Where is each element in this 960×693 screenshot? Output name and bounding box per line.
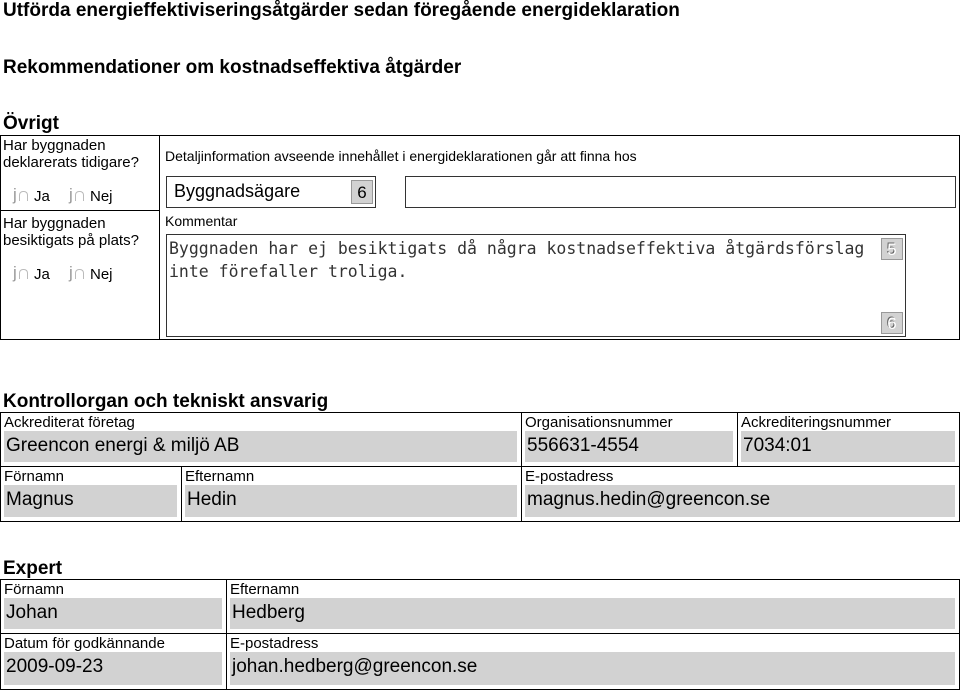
orgnr-value: 556631-4554 [525, 431, 734, 463]
date-label: Datum för godkännande [4, 635, 165, 652]
firstname-value: Magnus [4, 485, 178, 518]
expert-firstname-cell [0, 579, 227, 634]
email-value: magnus.hedin@greencon.se [525, 485, 956, 518]
email-value: johan.hedberg@greencon.se [230, 652, 956, 686]
accnr-label: Ackrediteringsnummer [741, 414, 892, 431]
detail-extra-field[interactable] [405, 176, 956, 208]
accnr-value: 7034:01 [741, 431, 956, 463]
question-inspected: Har byggnaden besiktigats på plats? [3, 215, 139, 249]
email-label: E-postadress [525, 468, 614, 485]
divider [0, 210, 160, 211]
comment-label: Kommentar [165, 213, 238, 229]
scroll-down-icon[interactable]: 6 [881, 312, 903, 334]
control-firstname-cell [0, 466, 182, 522]
heading-control: Kontrollorgan och tekniskt ansvarig [3, 391, 329, 412]
heading-expert: Expert [3, 558, 63, 579]
firstname-label: Förnamn [4, 468, 65, 485]
radio-icon [69, 187, 81, 201]
detail-select[interactable] [166, 176, 376, 208]
control-email-cell [521, 466, 960, 522]
company-label: Ackrediterat företag [4, 414, 135, 431]
lastname-value: Hedin [185, 485, 518, 518]
accnr-cell [737, 412, 960, 467]
expert-date-cell [0, 633, 227, 690]
detail-info-label: Detaljinformation avseende innehållet i energideklarationen går att finna hos [165, 148, 637, 164]
firstname-value: Johan [4, 598, 223, 630]
chevron-down-icon[interactable]: 6 [351, 180, 373, 204]
lastname-value: Hedberg [230, 598, 956, 630]
heading-recommendations: Rekommendationer om kostnadseffektiva åtgärder [3, 57, 462, 78]
radio-inspected-no[interactable]: j Nej [69, 265, 113, 284]
orgnr-cell [521, 412, 738, 467]
control-lastname-cell [181, 466, 522, 522]
firstname-label: Förnamn [4, 581, 65, 598]
radio-icon [69, 265, 81, 279]
scroll-up-icon[interactable]: 5 [881, 238, 903, 260]
radio-icon [13, 265, 25, 279]
expert-lastname-cell [226, 579, 960, 634]
company-value: Greencon energi & miljö AB [4, 431, 518, 463]
orgnr-label: Organisationsnummer [525, 414, 673, 431]
radio-declared-yes[interactable]: jJa [13, 187, 50, 206]
lastname-label: Efternamn [230, 581, 300, 598]
radio-inspected-yes[interactable]: jJa [13, 265, 50, 284]
heading-other: Övrigt [3, 113, 59, 134]
expert-email-cell [226, 633, 960, 690]
radio-icon [13, 187, 25, 201]
detail-select-value: Byggnadsägare [174, 181, 301, 201]
comment-textarea[interactable] [166, 234, 906, 337]
question-declared-before: Har byggnaden deklarerats tidigare? [3, 137, 139, 171]
company-cell [0, 412, 522, 467]
email-label: E-postadress [230, 635, 319, 652]
comment-text: Byggnaden har ej besiktigats då några kostnadseffektiva åtgärdsförslag inte förefaller troliga. [169, 239, 865, 281]
date-value: 2009-09-23 [4, 652, 223, 686]
lastname-label: Efternamn [185, 468, 255, 485]
heading-actions-done: Utförda energieffektiviseringsåtgärder sedan föregående energideklaration [3, 0, 680, 21]
radio-declared-no[interactable]: j Nej [69, 187, 113, 206]
